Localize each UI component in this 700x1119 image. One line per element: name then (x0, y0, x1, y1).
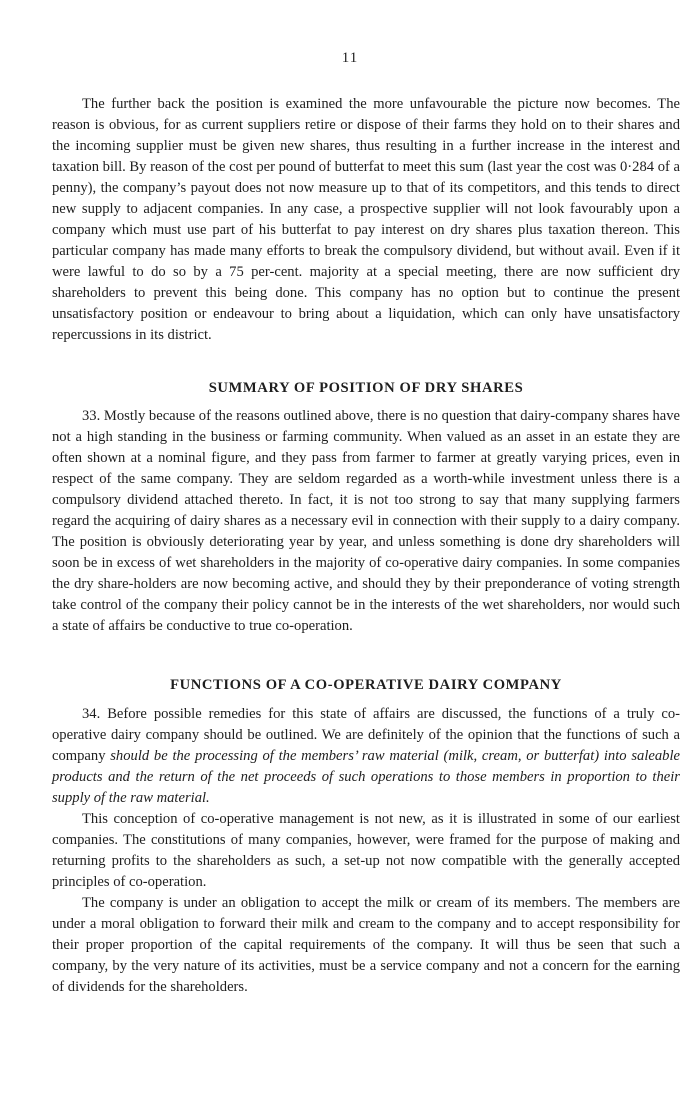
paragraph-33: 33. Mostly because of the reasons outlined above, there is no question that dairy-company shares have not a high standing in the business or farming community. When valued as an asset in an estate they are often shown at a nominal figure, and they pass from farmer to farmer at greatly varying prices, even in respect of the same company. They are seldom regarded as a worth-while investment unless there is a compulsory dividend attached thereto. In fact, it is not too strong to say that many supplying farmers regard the acquiring of dairy shares as a necessary evil in connection with their supply to a dairy company. The position is obviously deteriorating year by year, and unless something is done dry shareholders will soon be in excess of wet shareholders in the majority of co-operative dairy companies. In some companies the dry share-holders are now becoming active, and should they by their preponderance of voting strength take control of the company their policy cannot be in the interests of the wet shareholders, nor would such a state of affairs be conductive to true co-operation. (52, 408, 680, 634)
page-body (52, 94, 680, 998)
paragraph-34 (52, 704, 680, 809)
paragraph-34-text: 34. Before possible remedies for this state of affairs are discussed, the functions of a truly co-operative dairy company should be outlined. We are definitely of the opinion that the functions of such a company (52, 706, 680, 764)
paragraph-continuation: The further back the position is examined the more unfavourable the picture now becomes. The reason is obvious, for as current suppliers retire or dispose of their farms they hold on to their shares and the incoming supplier must be given new shares, thus resulting in a further increase in the interest and taxation bill. By reason of the cost per pound of butterfat to meet this sum (last year the cost was 0·284 of a penny), the company’s payout does not now measure up to that of its competitors, and this tends to direct new supply to adjacent companies. In any case, a prospective supplier will not look favourably upon a company which must use part of his butterfat to pay interest on dry shares plus taxation thereon. This particular company has made many efforts to break the compulsory dividend, but without avail. Even if it were lawful to do so by a 75 per-cent. majority at a special meeting, there are now sufficient dry shareholders to prevent this being done. This company has no option but to continue the present unsatisfactory position or endeavour to bring about a liquidation, which can only have unsatisfactory repercussions in its district. (52, 96, 680, 343)
section-heading-summary: SUMMARY OF POSITION OF DRY SHARES (208, 380, 524, 396)
page-number: 11 (341, 50, 359, 66)
section-heading-functions: FUNCTIONS OF A CO-OPERATIVE DAIRY COMPANY (170, 677, 562, 693)
paragraph-cooperative-conception: This conception of co-operative management is not new, as it is illustrated in some of our earliest companies. The constitutions of many companies, however, were framed for the purpose of making and returning profits to the shareholders as such, a set-up not now compatible with the generally accepted principles of co-operation. (52, 811, 680, 890)
paragraph-34-italic-text: should be the processing of the members’ raw material (milk, cream, or butterfat) into saleable products and the return of the net proceeds of such operations to those members in proportion to their supply of the raw material. (52, 748, 680, 806)
paragraph-company-obligation: The company is under an obligation to accept the milk or cream of its members. The members are under a moral obligation to forward their milk and cream to the company and to accept responsibility for their proper proportion of the capital requirements of the company. It will thus be seen that such a company, by the very nature of its activities, must be a service company and not a concern for the earning of dividends for the shareholders. (52, 895, 680, 995)
